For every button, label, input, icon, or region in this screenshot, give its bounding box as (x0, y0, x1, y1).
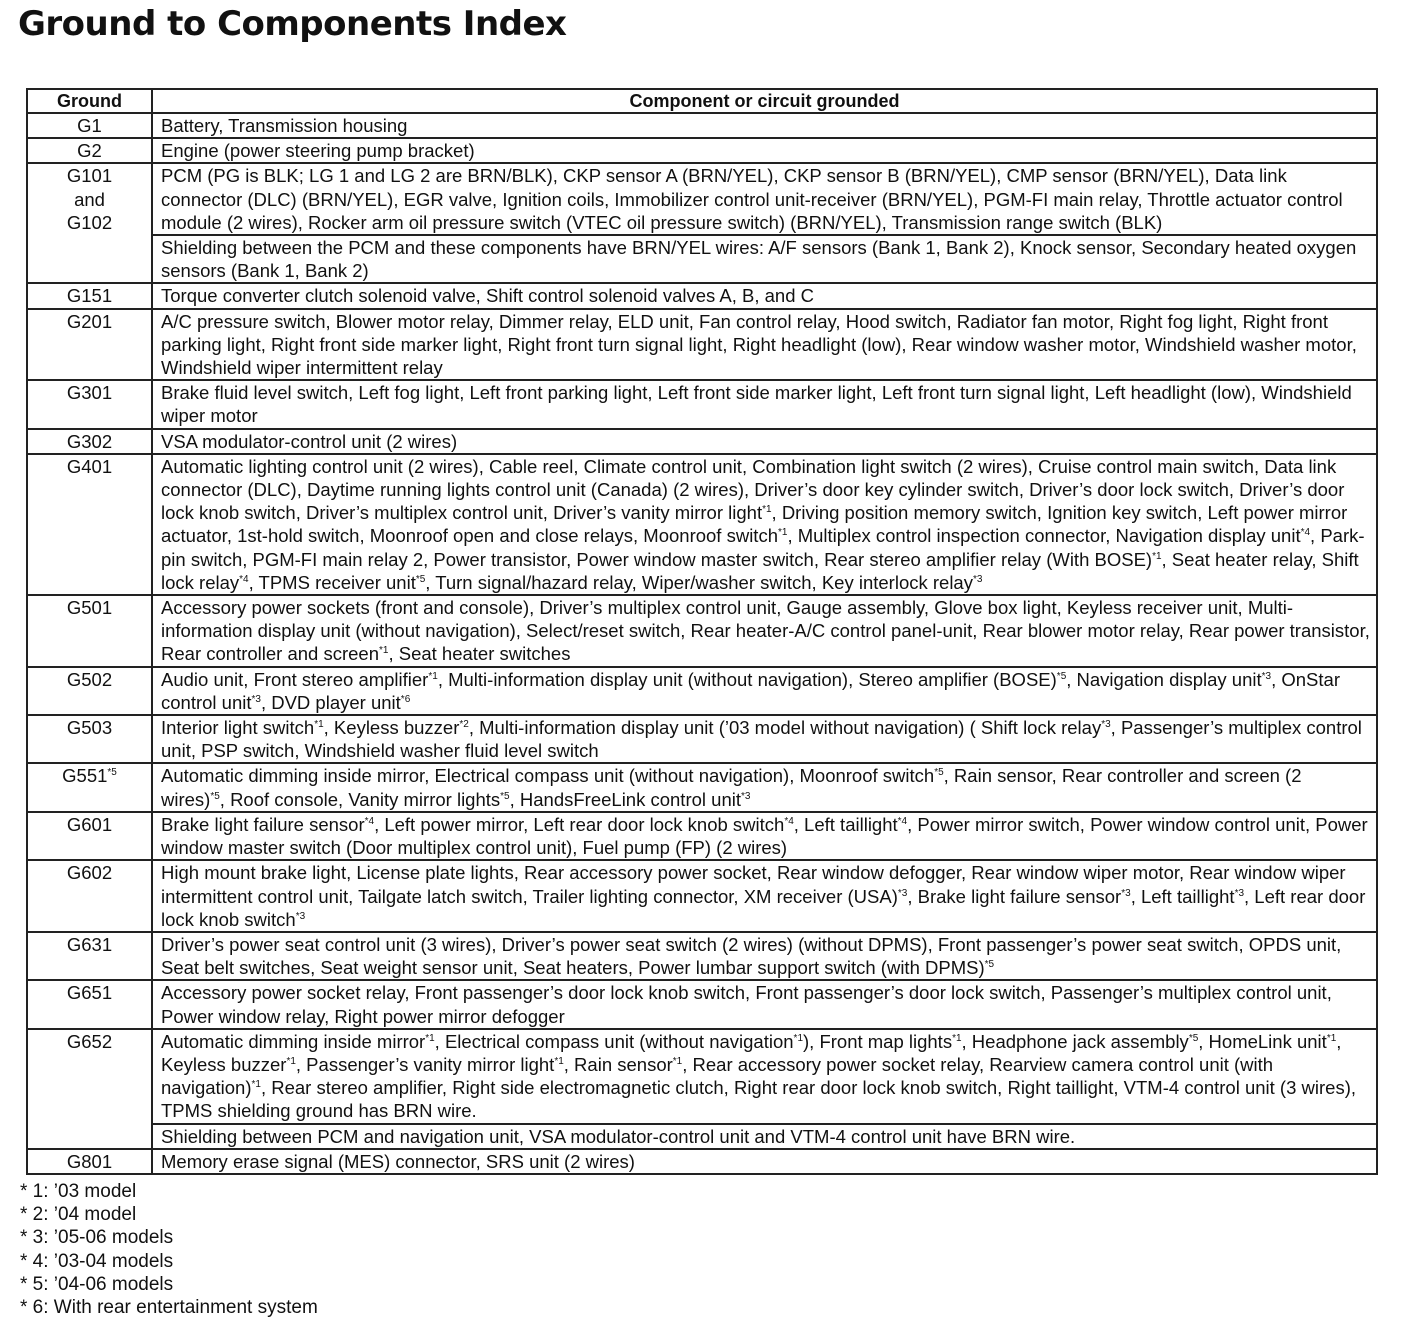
component-text: , Left taillight (1130, 885, 1235, 907)
component-text: , Multi-information display unit (’03 model without navigation) ( Shift lock relay (468, 717, 1102, 739)
component-text: Automatic lighting control unit (2 wires), Cable reel, Climate control unit, Combination light switch (2 wires), Cruise control main switch, Data link connector (DLC), Daytime running lights control unit (Canada) (2 wires), Driver’s door key cylinder switch, Driver’s door lock switch, Driver’s door lock knob switch, Driver’s multiplex control unit, Driver’s vanity mirror light (161, 455, 1345, 524)
ground-id: G2 (77, 140, 102, 162)
component-cell (152, 309, 1377, 381)
component-text: , Headphone jack assembly (961, 1030, 1189, 1052)
footnote-ref: *3 (897, 887, 908, 899)
component-cell (152, 380, 1377, 428)
table-row (27, 1029, 1377, 1124)
footnote-ref: *1 (952, 1032, 962, 1044)
footnote-ref: *6 (400, 693, 411, 705)
component-text: , Passenger’s vanity mirror light (295, 1053, 555, 1075)
ground-id: G1 (77, 115, 102, 136)
ground-id: G201 (66, 310, 113, 332)
component-text: , Left taillight (793, 813, 898, 835)
ground-id: G502 (66, 668, 113, 690)
footnote-ref: *1 (286, 1055, 296, 1067)
ground-cell (27, 283, 152, 308)
component-text: , Seat heater relay, Shift lock relay (161, 548, 1359, 593)
ground-cell (27, 163, 152, 283)
table-row (27, 595, 1377, 667)
table-header-row (27, 89, 1377, 113)
ground-cell (27, 309, 152, 381)
ground-id: G631 (66, 933, 113, 955)
footnote-ref: *5 (984, 959, 995, 971)
ground-id: G651 (66, 982, 113, 1004)
footnote: * 2: ’04 model (20, 1204, 137, 1226)
component-text: PCM (PG is BLK; LG 1 and LG 2 are BRN/BLK), CKP sensor A (BRN/YEL), CKP sensor B (BRN/YEL), CMP sensor (BRN/YEL), Data link connector (DLC) (BRN/YEL), EGR valve, Ignition coils, Immobilizer control unit-receiver (BRN/YEL), PGM-FI main relay, Throttle actuator control module (2 wires), Rocker arm oil pressure switch (VTEC oil pressure switch) (BRN/YEL), Transmission range switch (BLK) (161, 165, 1343, 233)
footnote: * 1: ’03 model (20, 1181, 137, 1202)
footnote-ref: *5 (934, 767, 944, 779)
ground-id: G503 (66, 717, 113, 739)
footnote-ref: *5 (1056, 670, 1067, 682)
component-text: , Rear accessory power socket relay, Rearview camera control unit (with navigation) (161, 1053, 1274, 1099)
footnote-ref: *1 (672, 1055, 683, 1067)
component-cell (152, 138, 1377, 163)
ground-cell (27, 763, 152, 811)
component-text: Automatic dimming inside mirror (161, 1030, 426, 1052)
component-text: Engine (power steering pump bracket) (161, 140, 475, 162)
component-text: Audio unit, Front stereo amplifier (161, 668, 429, 690)
ground-column-header: Ground (27, 89, 152, 113)
footnote-ref: *1 (251, 1079, 261, 1091)
footnote-ref: *5 (500, 790, 510, 802)
page-title: Ground to Components Index (18, 4, 567, 44)
component-cell (152, 860, 1377, 932)
table-body (27, 113, 1377, 1174)
footnote-ref: *3 (972, 573, 983, 585)
component-cell (152, 283, 1377, 308)
component-text: , DVD player unit (260, 691, 401, 713)
table-row (27, 283, 1377, 308)
footnote-ref: *5 (1188, 1032, 1199, 1044)
table-row (27, 812, 1377, 860)
component-text: , Roof console, Vanity mirror lights (219, 788, 501, 810)
footnote-ref: *1 (793, 1032, 803, 1044)
component-cell (152, 454, 1377, 595)
footnote: * 4: ’03-04 models (20, 1250, 174, 1272)
table-row (27, 138, 1377, 163)
table-row (27, 932, 1377, 980)
table-row (27, 454, 1377, 595)
component-cell (152, 715, 1377, 763)
footnote-ref: *2 (459, 719, 469, 731)
ground-index-table (26, 88, 1378, 1175)
table-row (27, 1149, 1377, 1174)
ground-cell (27, 113, 152, 138)
ground-cell (27, 860, 152, 932)
footnote-ref: *4 (1300, 527, 1311, 539)
component-cell (152, 932, 1377, 980)
table-row (27, 235, 1377, 283)
component-text: , OnStar control unit (161, 668, 1340, 713)
ground-id: G102 (66, 211, 113, 233)
footnote-ref: *5 (107, 767, 117, 779)
footnote-ref: *1 (1326, 1032, 1337, 1044)
component-cell (152, 1124, 1377, 1149)
component-text: , Turn signal/hazard relay, Wiper/washer switch, Key interlock relay (425, 571, 973, 593)
table-row (27, 667, 1377, 715)
component-cell (152, 980, 1377, 1028)
footnotes (20, 1180, 318, 1319)
component-text: Automatic dimming inside mirror, Electrical compass unit (without navigation), Moonroof switch (161, 765, 935, 787)
component-cell (152, 595, 1377, 667)
component-cell (152, 163, 1377, 235)
footnote-ref: *1 (1152, 550, 1162, 562)
table-row (27, 380, 1377, 428)
component-cell (152, 235, 1377, 283)
ground-cell (27, 715, 152, 763)
footnote: * 6: With rear entertainment system (20, 1297, 318, 1319)
component-text: , HomeLink unit (1198, 1030, 1327, 1052)
ground-id: G101 (66, 165, 113, 187)
footnote-ref: *3 (1101, 719, 1111, 731)
component-text: , Left rear door lock knob switch (161, 885, 1366, 930)
component-text: Shielding between the PCM and these components have BRN/YEL wires: A/F sensors (Bank 1, Bank 2), Knock sensor, Secondary heated oxygen sensors (Bank 1, Bank 2) (161, 237, 1357, 282)
ground-cell (27, 454, 152, 595)
component-text: , Brake light failure sensor (907, 885, 1122, 907)
ground-id: G801 (66, 1150, 113, 1172)
component-text: Accessory power sockets (front and console), Driver’s multiplex control unit, Gauge assembly, Glove box light, Keyless receiver unit, Multi-information display unit (without navigation), Select/reset switch, Rear heater-A/C control panel-unit, Rear blower motor relay, Rear power transistor, Rear controller and screen (161, 597, 1370, 665)
footnote-ref: *4 (784, 815, 794, 827)
component-text: , Multi-information display unit (without navigation), Stereo amplifier (BOSE) (437, 668, 1057, 690)
footnote-ref: *4 (239, 573, 249, 585)
table-row (27, 429, 1377, 454)
component-text: , Rain sensor, Rear controller and screen (2 wires) (161, 765, 1302, 810)
ground-cell (27, 932, 152, 980)
component-text: , Park-pin switch, PGM-FI main relay 2, Power transistor, Power window master switch, Rear stereo amplifier relay (With BOSE) (161, 525, 1365, 570)
table-row (27, 860, 1377, 932)
component-text: , Left power mirror, Left rear door lock knob switch (374, 813, 785, 835)
table-row (27, 163, 1377, 235)
footnote-ref: *1 (554, 1055, 564, 1067)
ground-cell (27, 812, 152, 860)
table-row (27, 113, 1377, 138)
footnote-ref: *3 (1121, 887, 1131, 899)
footnote-ref: *1 (379, 645, 389, 657)
component-text: , Multiplex control inspection connector, Navigation display unit (787, 525, 1301, 547)
ground-cell (27, 1149, 152, 1174)
component-text: , Seat heater switches (388, 643, 571, 665)
ground-id: G601 (66, 813, 113, 835)
component-text: Brake light failure sensor (161, 813, 365, 835)
footnote-ref: *4 (364, 815, 375, 827)
component-text: Driver’s power seat control unit (3 wires), Driver’s power seat switch (2 wires) (without DPMS), Front passenger’s power seat switch, OPDS unit, Seat belt switches, Seat weight sensor unit, Seat heaters, Power lumbar support switch (with DPMS) (161, 933, 1342, 979)
component-cell (152, 1149, 1377, 1174)
component-text: , Electrical compass unit (without navigation (434, 1030, 794, 1052)
component-text: , Passenger’s multiplex control unit, PSP switch, Windshield washer fluid level switch (161, 717, 1362, 762)
ground-id: G501 (66, 597, 113, 619)
ground-id: G602 (66, 862, 113, 884)
ground-cell (27, 138, 152, 163)
ground-cell (27, 380, 152, 428)
footnote-ref: *5 (210, 790, 220, 802)
component-text: A/C pressure switch, Blower motor relay, Dimmer relay, ELD unit, Fan control relay, Hood switch, Radiator fan motor, Right fog light, Right front parking light, Right front side marker light, Right front turn signal light, Right headlight (low), Rear window washer motor, Windshield washer motor, Windshield wiper intermittent relay (161, 310, 1357, 379)
ground-id: G401 (66, 455, 113, 477)
table-row (27, 980, 1377, 1028)
table-row (27, 715, 1377, 763)
component-text: Battery, Transmission housing (161, 115, 408, 136)
component-cell (152, 429, 1377, 454)
component-text: , TPMS receiver unit (248, 571, 416, 593)
footnote-ref: *4 (897, 815, 908, 827)
component-text: , Rain sensor (563, 1053, 673, 1075)
component-text: Interior light switch (161, 717, 315, 739)
footnote-ref: *1 (778, 527, 788, 539)
ground-id: G151 (66, 285, 113, 307)
footnote-ref: *3 (740, 790, 751, 802)
component-cell (152, 812, 1377, 860)
footnote: * 5: ’04-06 models (20, 1273, 174, 1295)
component-text: VSA modulator-control unit (2 wires) (161, 430, 458, 452)
footnote: * 3: ’05-06 models (20, 1227, 174, 1249)
ground-cell (27, 429, 152, 454)
ground-id: and (74, 188, 105, 210)
component-text: High mount brake light, License plate lights, Rear accessory power socket, Rear window defogger, Rear window wiper motor, Rear window wiper intermittent control unit, Tailgate latch switch, Trailer lighting connector, XM receiver (USA) (161, 862, 1346, 907)
component-cell (152, 763, 1377, 811)
component-text: , Driving position memory switch, Ignition key switch, Left power mirror actuator, 1st-hold switch, Moonroof open and close relays, Moonroof switch (161, 502, 1348, 547)
footnote-ref: *1 (425, 1032, 435, 1044)
component-text: , Keyless buzzer (161, 1030, 1342, 1075)
footnote-ref: *5 (415, 573, 426, 585)
footnote-ref: *1 (762, 504, 772, 516)
component-text: Memory erase signal (MES) connector, SRS unit (2 wires) (161, 1150, 635, 1172)
component-cell (152, 113, 1377, 138)
ground-id: G301 (66, 382, 113, 404)
component-cell (152, 667, 1377, 715)
ground-cell (27, 980, 152, 1028)
ground-id: G652 (66, 1030, 113, 1052)
footnote-ref: *3 (295, 910, 306, 922)
component-text: , HandsFreeLink control unit (509, 788, 741, 810)
table-row (27, 763, 1377, 811)
table-row (27, 309, 1377, 381)
component-text: , Power mirror switch, Power window control unit, Power window master switch (Door multiplex control unit), Fuel pump (FP) (2 wires) (161, 813, 1368, 859)
component-column-header: Component or circuit grounded (152, 89, 1377, 113)
component-text: Accessory power socket relay, Front passenger’s door lock knob switch, Front passenger’s door lock switch, Passenger’s multiplex control unit, Power window relay, Right power mirror defogger (161, 982, 1332, 1027)
component-text: , Rear stereo amplifier, Right side electromagnetic clutch, Right rear door lock knob switch, Right taillight, VTM-4 control unit (3 wires), TPMS shielding ground has BRN wire. (161, 1077, 1356, 1122)
footnote-ref: *1 (428, 670, 438, 682)
ground-cell (27, 667, 152, 715)
footnote-ref: *1 (314, 719, 324, 731)
footnote-ref: *3 (251, 693, 261, 705)
component-text: ), Front map lights (803, 1030, 953, 1052)
footnote-ref: *3 (1261, 670, 1272, 682)
ground-id: G302 (66, 430, 113, 452)
component-text: , Navigation display unit (1066, 668, 1262, 690)
component-text: , Keyless buzzer (323, 717, 460, 739)
component-text: Torque converter clutch solenoid valve, Shift control solenoid valves A, B, and C (161, 285, 814, 307)
component-cell (152, 1029, 1377, 1124)
table-row (27, 1124, 1377, 1149)
component-text: Brake fluid level switch, Left fog light, Left front parking light, Left front side marker light, Left front turn signal light, Left headlight (low), Windshield wiper motor (161, 382, 1352, 427)
ground-cell (27, 1029, 152, 1149)
component-text: Shielding between PCM and navigation unit, VSA modulator-control unit and VTM-4 control unit have BRN wire. (161, 1125, 1076, 1147)
footnote-ref: *3 (1234, 887, 1245, 899)
ground-id: G551$^{*5}$ (62, 765, 117, 787)
ground-cell (27, 595, 152, 667)
